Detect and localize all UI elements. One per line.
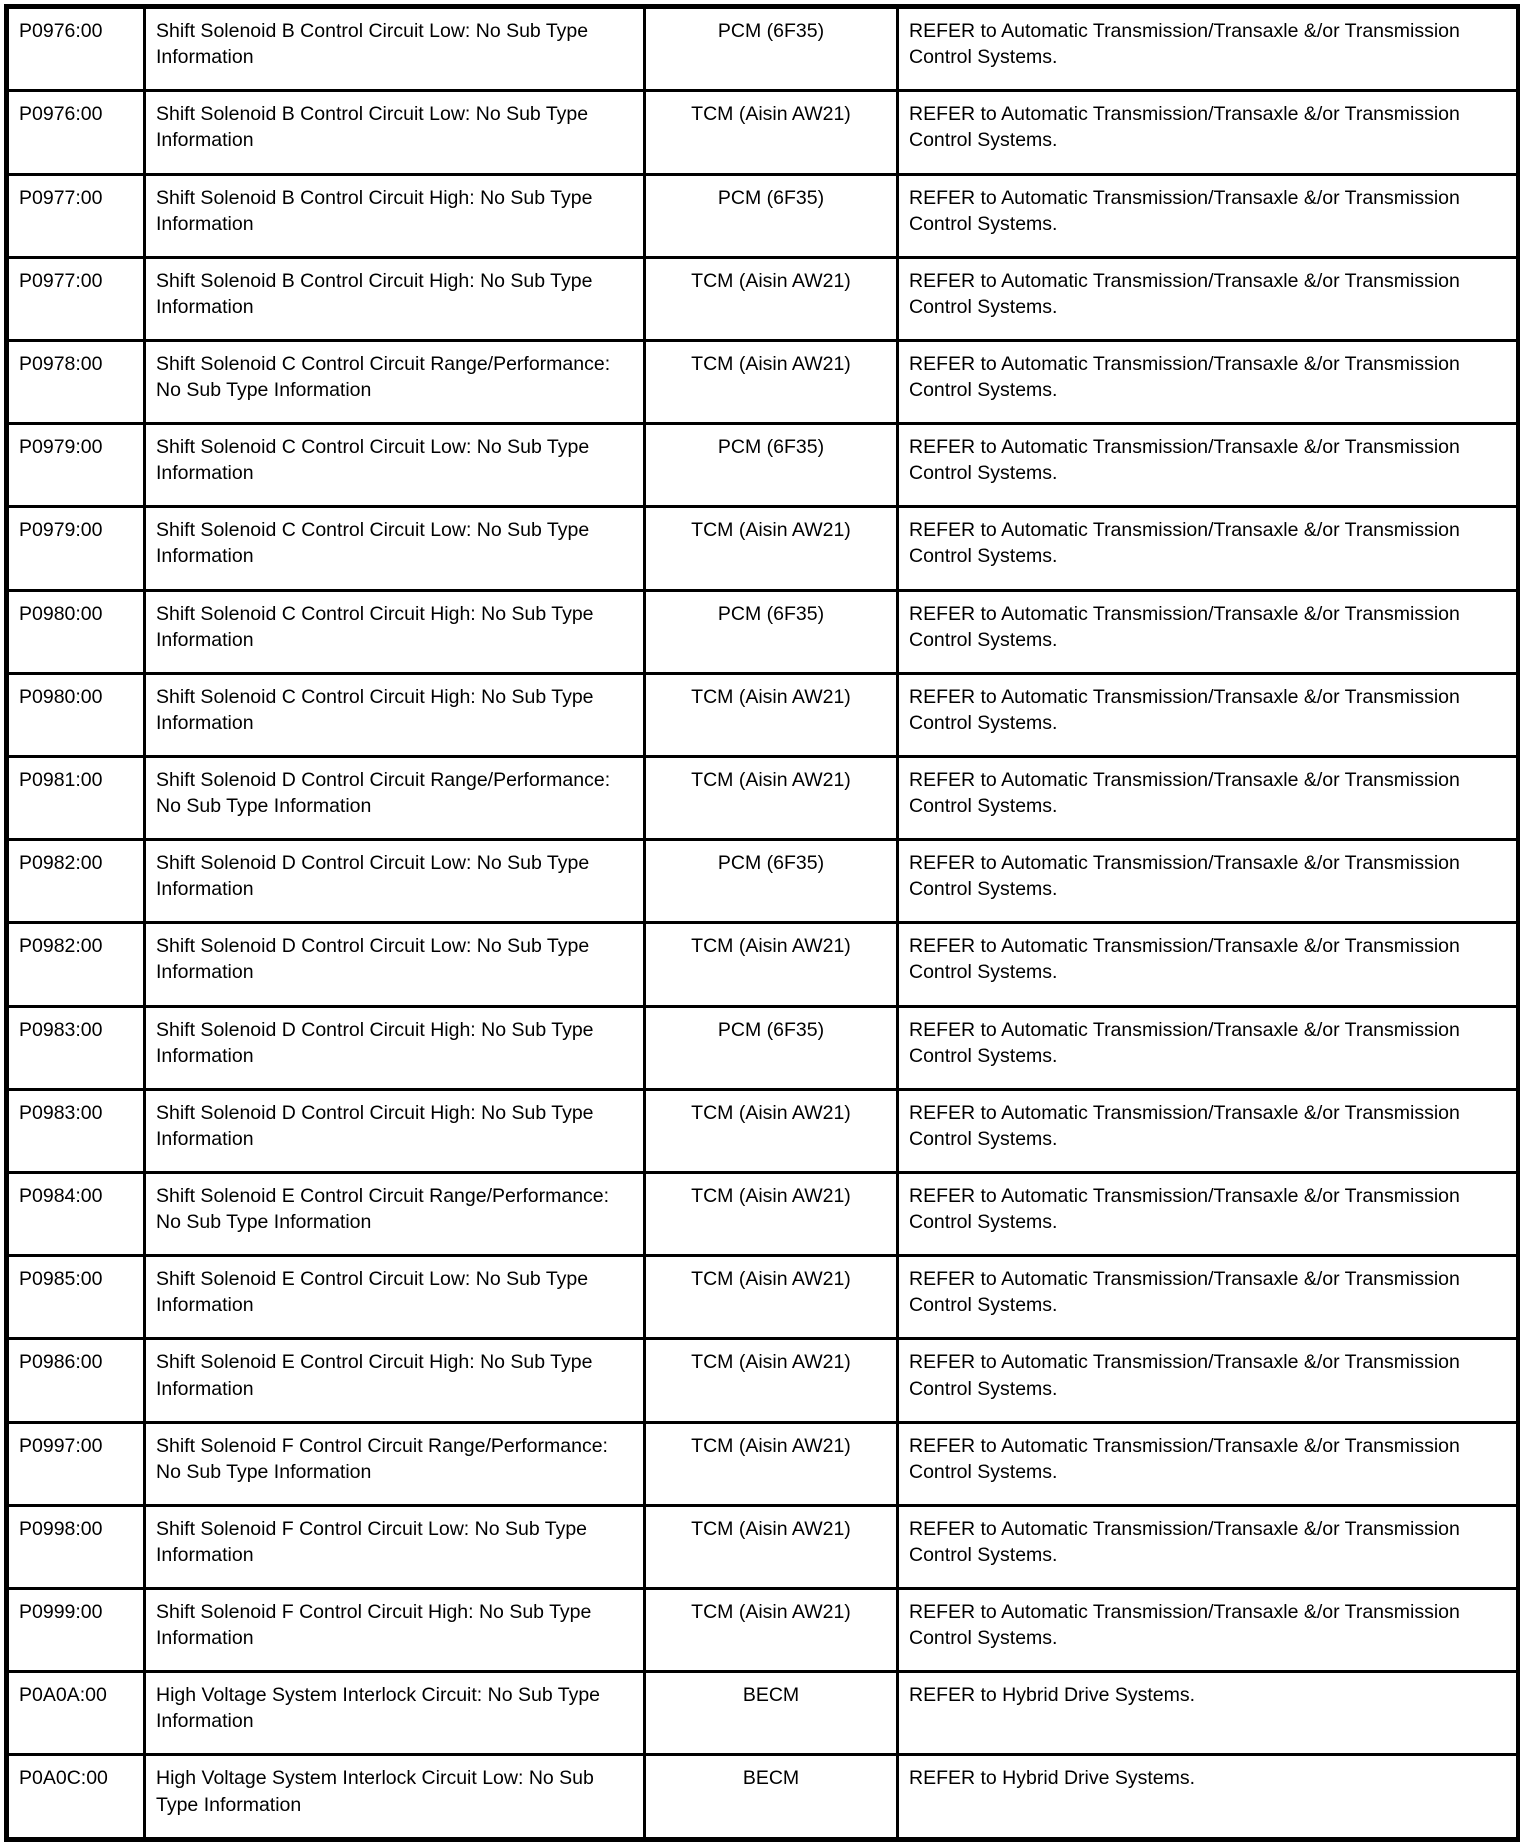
dtc-description-cell: Shift Solenoid E Control Circuit Range/Performance: No Sub Type Information <box>145 1172 645 1255</box>
action-cell: REFER to Automatic Transmission/Transaxle &/or Transmission Control Systems. <box>898 507 1519 590</box>
dtc-description-cell: Shift Solenoid C Control Circuit Low: No Sub Type Information <box>145 424 645 507</box>
dtc-code-cell: P0982:00 <box>7 840 145 923</box>
table-row <box>7 923 1519 1006</box>
action-cell: REFER to Automatic Transmission/Transaxle &/or Transmission Control Systems. <box>898 91 1519 174</box>
module-cell: TCM (Aisin AW21) <box>645 1256 898 1339</box>
table-row <box>7 590 1519 673</box>
module-cell: TCM (Aisin AW21) <box>645 756 898 839</box>
table-row <box>7 1422 1519 1505</box>
dtc-code-cell: P0981:00 <box>7 756 145 839</box>
module-cell: TCM (Aisin AW21) <box>645 91 898 174</box>
table-row <box>7 257 1519 340</box>
dtc-code-cell: P0A0C:00 <box>7 1755 145 1840</box>
action-cell: REFER to Automatic Transmission/Transaxle &/or Transmission Control Systems. <box>898 1505 1519 1588</box>
module-cell: PCM (6F35) <box>645 840 898 923</box>
dtc-description-cell: Shift Solenoid C Control Circuit High: No Sub Type Information <box>145 673 645 756</box>
dtc-code-cell: P0986:00 <box>7 1339 145 1422</box>
dtc-code-cell: P0977:00 <box>7 257 145 340</box>
action-cell: REFER to Automatic Transmission/Transaxle &/or Transmission Control Systems. <box>898 1172 1519 1255</box>
action-cell: REFER to Automatic Transmission/Transaxle &/or Transmission Control Systems. <box>898 174 1519 257</box>
module-cell: TCM (Aisin AW21) <box>645 1339 898 1422</box>
table-row <box>7 1588 1519 1671</box>
module-cell: TCM (Aisin AW21) <box>645 340 898 423</box>
table-row <box>7 174 1519 257</box>
dtc-description-cell: Shift Solenoid D Control Circuit Range/Performance: No Sub Type Information <box>145 756 645 839</box>
table-row <box>7 340 1519 423</box>
action-cell: REFER to Automatic Transmission/Transaxle &/or Transmission Control Systems. <box>898 590 1519 673</box>
dtc-code-cell: P0984:00 <box>7 1172 145 1255</box>
table-row <box>7 756 1519 839</box>
action-cell: REFER to Automatic Transmission/Transaxle &/or Transmission Control Systems. <box>898 673 1519 756</box>
dtc-code-cell: P0980:00 <box>7 673 145 756</box>
action-cell: REFER to Automatic Transmission/Transaxle &/or Transmission Control Systems. <box>898 1006 1519 1089</box>
action-cell: REFER to Automatic Transmission/Transaxle &/or Transmission Control Systems. <box>898 340 1519 423</box>
action-cell: REFER to Automatic Transmission/Transaxle &/or Transmission Control Systems. <box>898 923 1519 1006</box>
action-cell: REFER to Automatic Transmission/Transaxle &/or Transmission Control Systems. <box>898 7 1519 91</box>
table-row <box>7 673 1519 756</box>
action-cell: REFER to Automatic Transmission/Transaxle &/or Transmission Control Systems. <box>898 840 1519 923</box>
dtc-code-cell: P0979:00 <box>7 424 145 507</box>
module-cell: TCM (Aisin AW21) <box>645 923 898 1006</box>
dtc-code-cell: P0980:00 <box>7 590 145 673</box>
table-row <box>7 1339 1519 1422</box>
module-cell: TCM (Aisin AW21) <box>645 1588 898 1671</box>
dtc-code-cell: P0999:00 <box>7 1588 145 1671</box>
dtc-index-table <box>4 4 1520 1842</box>
table-row <box>7 1089 1519 1172</box>
module-cell: TCM (Aisin AW21) <box>645 257 898 340</box>
dtc-description-cell: Shift Solenoid C Control Circuit High: No Sub Type Information <box>145 590 645 673</box>
action-cell: REFER to Automatic Transmission/Transaxle &/or Transmission Control Systems. <box>898 1588 1519 1671</box>
dtc-description-cell: Shift Solenoid B Control Circuit High: No Sub Type Information <box>145 174 645 257</box>
dtc-description-cell: Shift Solenoid D Control Circuit High: No Sub Type Information <box>145 1089 645 1172</box>
table-row <box>7 1172 1519 1255</box>
dtc-description-cell: Shift Solenoid C Control Circuit Low: No Sub Type Information <box>145 507 645 590</box>
dtc-description-cell: High Voltage System Interlock Circuit Low: No Sub Type Information <box>145 1755 645 1840</box>
action-cell: REFER to Automatic Transmission/Transaxle &/or Transmission Control Systems. <box>898 1256 1519 1339</box>
dtc-description-cell: Shift Solenoid F Control Circuit Range/Performance: No Sub Type Information <box>145 1422 645 1505</box>
dtc-description-cell: Shift Solenoid B Control Circuit High: No Sub Type Information <box>145 257 645 340</box>
dtc-description-cell: High Voltage System Interlock Circuit: No Sub Type Information <box>145 1672 645 1755</box>
dtc-description-cell: Shift Solenoid B Control Circuit Low: No Sub Type Information <box>145 7 645 91</box>
table-row <box>7 507 1519 590</box>
table-row <box>7 1672 1519 1755</box>
action-cell: REFER to Automatic Transmission/Transaxle &/or Transmission Control Systems. <box>898 756 1519 839</box>
module-cell: TCM (Aisin AW21) <box>645 1422 898 1505</box>
dtc-description-cell: Shift Solenoid D Control Circuit Low: No Sub Type Information <box>145 923 645 1006</box>
dtc-code-cell: P0983:00 <box>7 1089 145 1172</box>
module-cell: PCM (6F35) <box>645 7 898 91</box>
table-row <box>7 424 1519 507</box>
module-cell: TCM (Aisin AW21) <box>645 1505 898 1588</box>
table-row <box>7 1006 1519 1089</box>
action-cell: REFER to Automatic Transmission/Transaxle &/or Transmission Control Systems. <box>898 257 1519 340</box>
action-cell: REFER to Hybrid Drive Systems. <box>898 1755 1519 1840</box>
table-row <box>7 1755 1519 1840</box>
dtc-code-cell: P0978:00 <box>7 340 145 423</box>
module-cell: BECM <box>645 1755 898 1840</box>
dtc-code-cell: P0982:00 <box>7 923 145 1006</box>
dtc-description-cell: Shift Solenoid E Control Circuit Low: No Sub Type Information <box>145 1256 645 1339</box>
dtc-description-cell: Shift Solenoid F Control Circuit Low: No Sub Type Information <box>145 1505 645 1588</box>
dtc-description-cell: Shift Solenoid E Control Circuit High: No Sub Type Information <box>145 1339 645 1422</box>
action-cell: REFER to Automatic Transmission/Transaxle &/or Transmission Control Systems. <box>898 1422 1519 1505</box>
action-cell: REFER to Automatic Transmission/Transaxle &/or Transmission Control Systems. <box>898 1339 1519 1422</box>
module-cell: PCM (6F35) <box>645 424 898 507</box>
module-cell: TCM (Aisin AW21) <box>645 673 898 756</box>
module-cell: BECM <box>645 1672 898 1755</box>
dtc-description-cell: Shift Solenoid D Control Circuit Low: No Sub Type Information <box>145 840 645 923</box>
dtc-description-cell: Shift Solenoid B Control Circuit Low: No Sub Type Information <box>145 91 645 174</box>
module-cell: PCM (6F35) <box>645 174 898 257</box>
action-cell: REFER to Hybrid Drive Systems. <box>898 1672 1519 1755</box>
dtc-table-body <box>7 7 1519 1840</box>
dtc-code-cell: P0985:00 <box>7 1256 145 1339</box>
dtc-code-cell: P0979:00 <box>7 507 145 590</box>
dtc-description-cell: Shift Solenoid D Control Circuit High: No Sub Type Information <box>145 1006 645 1089</box>
dtc-code-cell: P0976:00 <box>7 7 145 91</box>
action-cell: REFER to Automatic Transmission/Transaxle &/or Transmission Control Systems. <box>898 424 1519 507</box>
table-row <box>7 1505 1519 1588</box>
module-cell: TCM (Aisin AW21) <box>645 1172 898 1255</box>
dtc-code-cell: P0A0A:00 <box>7 1672 145 1755</box>
dtc-code-cell: P0976:00 <box>7 91 145 174</box>
module-cell: TCM (Aisin AW21) <box>645 507 898 590</box>
dtc-description-cell: Shift Solenoid F Control Circuit High: No Sub Type Information <box>145 1588 645 1671</box>
dtc-code-cell: P0997:00 <box>7 1422 145 1505</box>
action-cell: REFER to Automatic Transmission/Transaxle &/or Transmission Control Systems. <box>898 1089 1519 1172</box>
module-cell: PCM (6F35) <box>645 590 898 673</box>
table-row <box>7 7 1519 91</box>
dtc-code-cell: P0998:00 <box>7 1505 145 1588</box>
module-cell: PCM (6F35) <box>645 1006 898 1089</box>
module-cell: TCM (Aisin AW21) <box>645 1089 898 1172</box>
dtc-code-cell: P0983:00 <box>7 1006 145 1089</box>
table-row <box>7 1256 1519 1339</box>
table-row <box>7 840 1519 923</box>
dtc-code-cell: P0977:00 <box>7 174 145 257</box>
table-row <box>7 91 1519 174</box>
dtc-description-cell: Shift Solenoid C Control Circuit Range/Performance: No Sub Type Information <box>145 340 645 423</box>
